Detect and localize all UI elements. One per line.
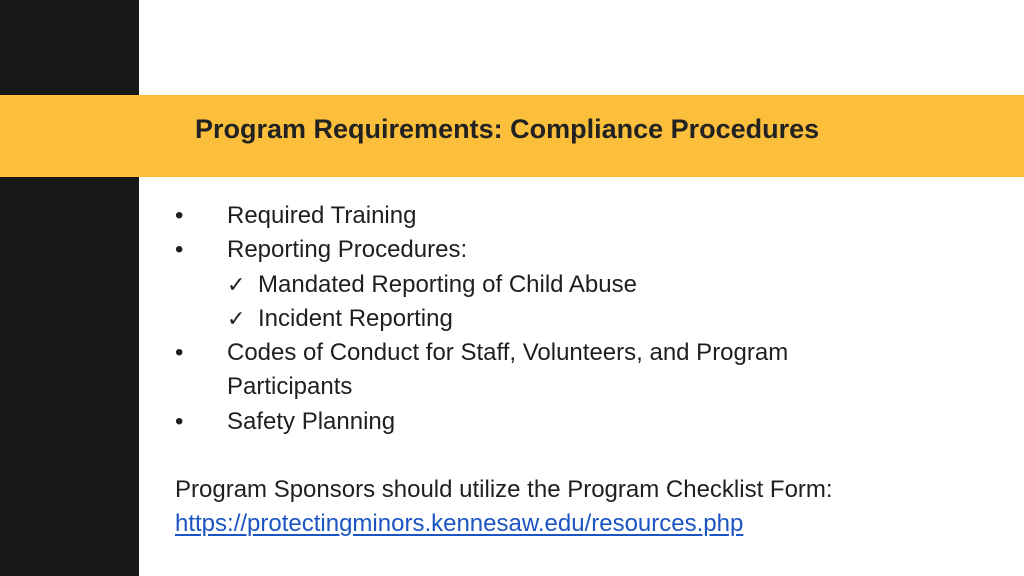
- subitem-label: Mandated Reporting of Child Abuse: [258, 270, 637, 298]
- checkmark-icon: ✓: [227, 271, 246, 297]
- subitem-mandated-reporting: [175, 268, 975, 302]
- list-item-label: Safety Planning: [227, 407, 396, 435]
- list-item-reporting-procedures: [175, 233, 837, 267]
- list-item-required-training: [175, 199, 837, 233]
- slide-content: [175, 199, 975, 542]
- bullet-dot-icon: •: [175, 236, 184, 264]
- subitem-incident-reporting: [175, 302, 975, 336]
- resources-link[interactable]: https://protectingminors.kennesaw.edu/resources.php: [175, 510, 744, 538]
- subitem-label: Incident Reporting: [258, 304, 453, 332]
- list-item-safety-planning: [175, 405, 837, 439]
- list-item-label: Required Training: [227, 202, 417, 229]
- requirements-list-continued: [175, 336, 975, 439]
- list-item-codes-of-conduct: [175, 336, 837, 405]
- reporting-sublist: [175, 268, 975, 337]
- checkmark-icon: ✓: [227, 305, 246, 331]
- bullet-dot-icon: •: [175, 202, 184, 229]
- sponsor-note-text: Program Sponsors should utilize the Program Checklist Form:: [175, 476, 833, 504]
- sponsor-note: [175, 473, 975, 542]
- bullet-dot-icon: •: [175, 339, 184, 367]
- slide-title: Program Requirements: Compliance Procedures: [195, 114, 820, 144]
- list-item-label: Reporting Procedures:: [227, 236, 468, 264]
- list-item-label: Codes of Conduct for Staff, Volunteers, and Program Participants: [227, 339, 789, 401]
- left-accent-bar: [0, 0, 139, 576]
- bullet-dot-icon: •: [175, 407, 184, 435]
- requirements-list: [175, 199, 975, 268]
